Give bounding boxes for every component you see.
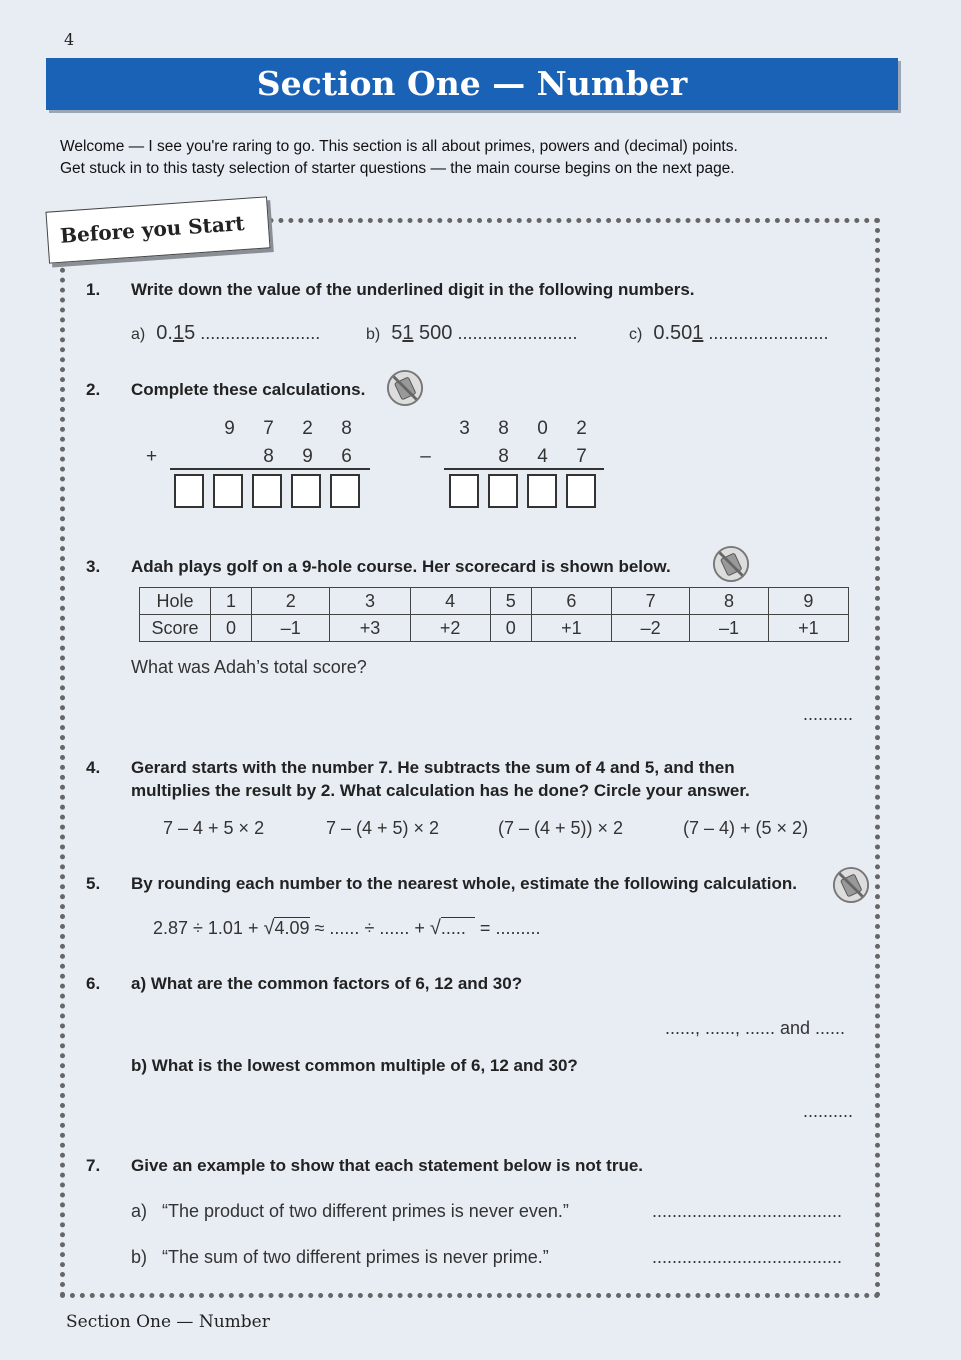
table-cell: –2 — [612, 615, 690, 642]
q1c-number — [653, 322, 703, 344]
table-cell: 0 — [211, 615, 252, 642]
intro-text — [60, 136, 880, 180]
equals-symbol: = — [479, 918, 491, 938]
answer-box[interactable] — [252, 474, 282, 508]
approx-symbol: ≈ — [314, 918, 325, 938]
q7b-answer[interactable]: ...................................... — [652, 1247, 843, 1267]
answer-box[interactable] — [449, 474, 479, 508]
sub-bottom-digit: 7 — [576, 446, 587, 467]
q6b-text: b) What is the lowest common multiple of 6, 12 and 30? — [131, 1056, 578, 1075]
answer-box[interactable] — [566, 474, 596, 508]
subtraction-top-row — [445, 418, 601, 440]
q5-expression — [153, 917, 540, 940]
section-title: Section One — Number — [256, 64, 688, 103]
q1b-post: 500 — [413, 322, 453, 344]
q2-text: Complete these calculations. — [131, 380, 366, 399]
q5-blank-3[interactable]: ..... — [441, 917, 475, 939]
q5-number: 5. — [86, 874, 101, 893]
q1c-label: c) — [629, 326, 643, 343]
table-row-score — [140, 615, 849, 642]
q1b-label: b) — [366, 326, 381, 343]
intro-line-1: Welcome — I see you're raring to go. This section is all about primes, powers and (decimal) points. — [60, 138, 738, 155]
q4-option-4[interactable]: (7 – 4) + (5 × 2) — [683, 818, 809, 838]
table-cell: 7 — [612, 588, 690, 615]
add-bottom-digit: 9 — [302, 446, 313, 467]
table-cell: 4 — [410, 588, 490, 615]
answer-box[interactable] — [330, 474, 360, 508]
q4-option-2[interactable]: 7 – (4 + 5) × 2 — [326, 818, 440, 838]
add-bottom-digit: 6 — [341, 446, 352, 467]
q1a-underlined: 1 — [172, 322, 185, 344]
q1c-pre: 0.50 — [653, 322, 693, 344]
q7-number: 7. — [86, 1156, 101, 1175]
q4-number: 4. — [86, 758, 101, 777]
table-cell: 9 — [768, 588, 848, 615]
add-bottom-digit: 8 — [263, 446, 274, 467]
addition-answer-boxes — [174, 474, 360, 508]
sqrt-symbol: √ — [263, 917, 275, 939]
sqrt-symbol: √ — [429, 917, 441, 939]
plus-symbol: + — [414, 918, 425, 938]
table-cell: 0 — [490, 615, 531, 642]
table-cell: +3 — [330, 615, 410, 642]
addition-bottom-row — [249, 446, 366, 468]
answer-box[interactable] — [174, 474, 204, 508]
table-cell: Score — [140, 615, 211, 642]
subtraction-bottom-row — [484, 446, 601, 468]
addition-top-row — [210, 418, 366, 440]
q4-option-1[interactable]: 7 – 4 + 5 × 2 — [163, 818, 265, 838]
q3-question: What was Adah’s total score? — [131, 657, 367, 677]
q7b-label: b) — [131, 1247, 148, 1267]
q5-blank-1[interactable]: ...... — [329, 918, 360, 938]
subtraction-operator: – — [420, 446, 431, 467]
q1b-answer[interactable]: ........................ — [457, 323, 578, 343]
q7-text: Give an example to show that each statement below is not true. — [131, 1156, 644, 1175]
q5-blank-2[interactable]: ...... — [379, 918, 410, 938]
q7a-text: “The product of two different primes is never even.” — [162, 1201, 569, 1221]
table-cell: +1 — [531, 615, 611, 642]
q1-text: Write down the value of the underlined digit in the following numbers. — [131, 280, 695, 299]
add-top-digit: 9 — [224, 418, 235, 439]
q1b-number — [391, 322, 452, 344]
q1a-number — [156, 322, 195, 344]
divide-symbol: ÷ — [364, 918, 375, 938]
sqrt-value: 4.09 — [274, 918, 310, 938]
scorecard-table — [139, 587, 849, 642]
addition-line — [170, 468, 370, 470]
sub-top-digit: 2 — [576, 418, 587, 439]
table-cell: 8 — [690, 588, 768, 615]
addition-operator: + — [145, 446, 158, 467]
answer-box[interactable] — [488, 474, 518, 508]
no-calculator-icon — [386, 369, 424, 407]
q6b-answer[interactable]: .......... — [803, 1101, 854, 1121]
table-cell: 5 — [490, 588, 531, 615]
q7a-label: a) — [131, 1201, 148, 1221]
q1c — [629, 322, 828, 345]
q1a-answer[interactable]: ........................ — [200, 323, 321, 343]
q7a-answer[interactable]: ...................................... — [652, 1201, 843, 1221]
no-calculator-icon — [832, 866, 870, 904]
table-cell: +1 — [768, 615, 848, 642]
q6a-text: a) What are the common factors of 6, 12 and 30? — [131, 974, 523, 993]
add-top-digit: 8 — [341, 418, 352, 439]
q1c-answer[interactable]: ........................ — [708, 323, 829, 343]
sub-top-digit: 3 — [459, 418, 470, 439]
q1-number: 1. — [86, 280, 101, 299]
q2-number: 2. — [86, 380, 101, 399]
section-header — [46, 58, 898, 110]
sub-bottom-digit: 4 — [537, 446, 548, 467]
table-cell: 2 — [252, 588, 330, 615]
subtraction-answer-boxes — [449, 474, 596, 508]
table-cell: Hole — [140, 588, 211, 615]
tag-label: Before you Start — [59, 210, 246, 248]
table-cell: +2 — [410, 615, 490, 642]
add-top-digit: 2 — [302, 418, 313, 439]
q4-option-3[interactable]: (7 – (4 + 5)) × 2 — [498, 818, 624, 838]
footer-section-title: Section One — Number — [66, 1312, 270, 1332]
table-cell: 6 — [531, 588, 611, 615]
q1a-pre: 0. — [156, 322, 173, 344]
q4-line-1: Gerard starts with the number 7. He subtracts the sum of 4 and 5, and then — [131, 758, 735, 777]
page-number: 4 — [64, 30, 75, 49]
sub-top-digit: 8 — [498, 418, 509, 439]
table-cell: 3 — [330, 588, 410, 615]
q5-expr-start: 2.87 ÷ 1.01 + — [153, 918, 264, 938]
q1a — [131, 322, 320, 345]
sub-top-digit: 0 — [537, 418, 548, 439]
q4-line-2: multiplies the result by 2. What calculation has he done? Circle your answer. — [131, 781, 750, 800]
table-cell: 1 — [211, 588, 252, 615]
table-row-hole — [140, 588, 849, 615]
subtraction-line — [444, 468, 604, 470]
q5-text: By rounding each number to the nearest whole, estimate the following calculation. — [131, 874, 797, 893]
q7b-text: “The sum of two different primes is never prime.” — [162, 1247, 549, 1267]
q1b-pre: 5 — [391, 322, 403, 344]
answer-box[interactable] — [291, 474, 321, 508]
q6-number: 6. — [86, 974, 101, 993]
q1a-label: a) — [131, 326, 146, 343]
q1b — [366, 322, 577, 345]
sub-bottom-digit: 8 — [498, 446, 509, 467]
q1a-post: 5 — [184, 322, 196, 344]
q6a-answer[interactable]: ......, ......, ...... and ...... — [665, 1018, 846, 1038]
q3-number: 3. — [86, 557, 101, 576]
no-calculator-icon — [712, 545, 750, 583]
q1c-underlined: 1 — [692, 322, 704, 344]
table-cell: –1 — [252, 615, 330, 642]
answer-box[interactable] — [213, 474, 243, 508]
intro-line-2: Get stuck in to this tasty selection of starter questions — the main course begins on the next page. — [60, 160, 735, 177]
answer-box[interactable] — [527, 474, 557, 508]
add-top-digit: 7 — [263, 418, 274, 439]
table-cell: –1 — [690, 615, 768, 642]
q1b-underlined: 1 — [402, 322, 414, 344]
q3-text: Adah plays golf on a 9-hole course. Her scorecard is shown below. — [131, 557, 671, 576]
q3-answer[interactable]: .......... — [803, 704, 854, 724]
q5-blank-4[interactable]: ......... — [495, 918, 541, 938]
